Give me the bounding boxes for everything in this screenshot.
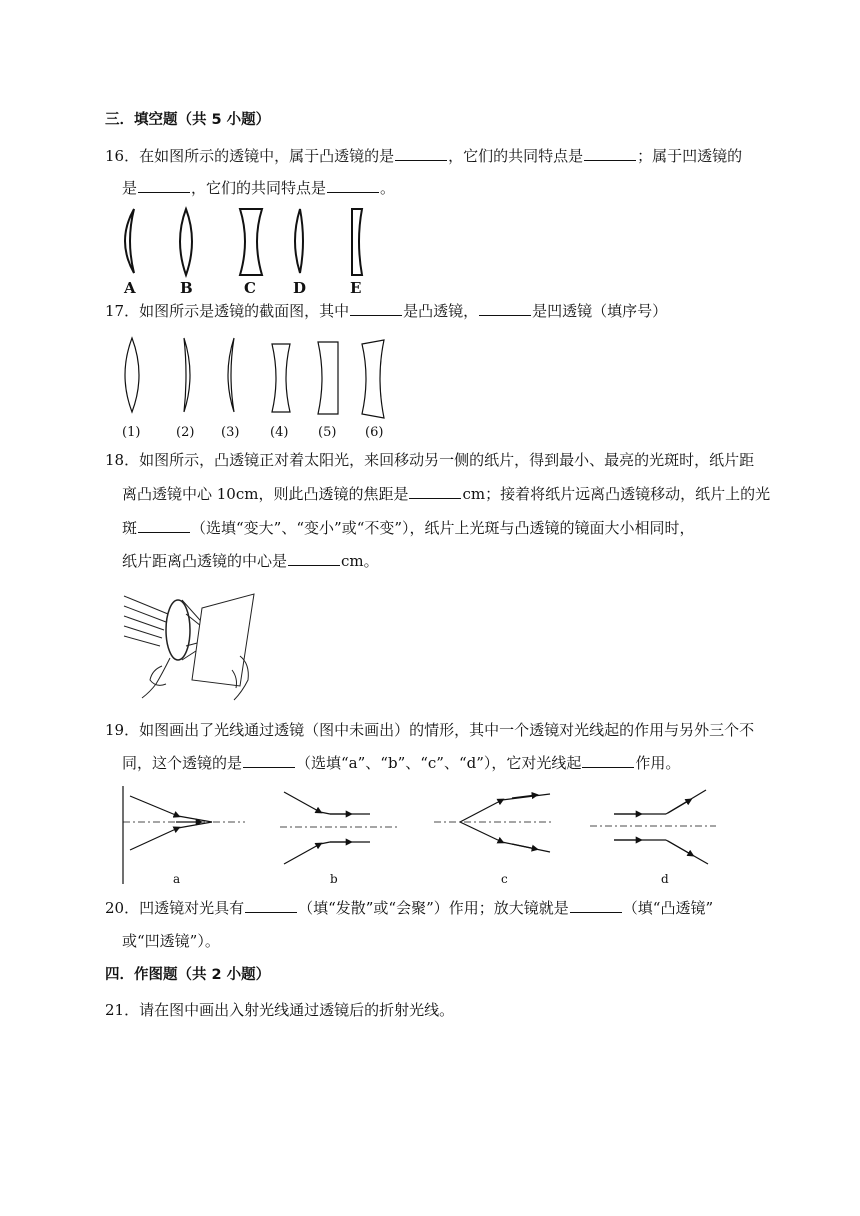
section-4-heading: 四．作图题（共 2 小题）: [105, 967, 271, 983]
q20-text-1b: （填“发散”或“会聚”）作用；放大镜就是: [298, 899, 569, 917]
q18-sunlight-lens-figure: [122, 584, 262, 702]
q16-text-1c: ；属于凹透镜的: [637, 147, 743, 165]
q17-text-b: 是凸透镜，: [403, 302, 479, 320]
lens-a-shape: [125, 209, 134, 273]
q16-blank-concave-feature[interactable]: [327, 178, 379, 193]
q18-line-3: [122, 518, 695, 538]
lens-2-shape: [184, 338, 190, 412]
q17-blank-convex[interactable]: [350, 301, 402, 316]
rays-d: [590, 790, 716, 864]
q18-text-3b: （选填“变大”、“变小”或“不变”），纸片上光斑与凸透镜的镜面大小相同时，: [191, 519, 695, 537]
lens-1-shape: [125, 338, 139, 412]
q16-text-1a: 16．在如图所示的透镜中，属于凸透镜的是: [105, 147, 395, 165]
lens-4-shape: [272, 344, 290, 412]
q20-blank-effect[interactable]: [245, 898, 297, 913]
q19-text-2a: 同，这个透镜的是: [122, 754, 243, 772]
q17-text-c: 是凹透镜（填序号）: [532, 302, 668, 320]
q19-blank-lens[interactable]: [243, 753, 295, 768]
q19-line-1: 19．如图画出了光线通过透镜（图中未画出）的情形，其中一个透镜对光线起的作用与另外三个不: [105, 721, 755, 739]
q18-blank-focal-length[interactable]: [409, 484, 461, 499]
rays-b: [280, 792, 398, 864]
q17-text-a: 17．如图所示是透镜的截面图，其中: [105, 302, 350, 320]
lens-label-1: (1): [122, 425, 141, 440]
q18-text-2b: cm；接着将纸片远离凸透镜移动，纸片上的光: [462, 485, 771, 503]
rays-label-a: a: [173, 872, 181, 886]
q18-text-4a: 纸片距离凸透镜的中心是: [122, 552, 288, 570]
q16-lens-figure: [112, 203, 382, 298]
lens-b-shape: [180, 209, 192, 275]
lens-label-5: (5): [318, 425, 337, 440]
q18-blank-spot-change[interactable]: [138, 518, 190, 533]
q16-blank-convex[interactable]: [395, 146, 447, 161]
lens-5-shape: [318, 342, 338, 414]
q20-blank-lens-type[interactable]: [570, 898, 622, 913]
q16-blank-convex-feature[interactable]: [584, 146, 636, 161]
lens-label-2: (2): [176, 425, 195, 440]
lens-label-b: B: [180, 279, 193, 297]
q16-text-2a: 是: [122, 179, 138, 197]
q20-text-1c: （填“凸透镜”: [622, 899, 714, 917]
q16-text-2c: 。: [380, 179, 396, 197]
q21-line: 21．请在图中画出入射光线通过透镜后的折射光线。: [105, 1001, 455, 1019]
lens-label-d: D: [293, 279, 307, 297]
lens-label-c: C: [244, 279, 256, 297]
q17-blank-concave[interactable]: [479, 301, 531, 316]
lens-c-shape: [240, 209, 262, 275]
lens-label-e: E: [350, 279, 362, 297]
rays-label-b: b: [330, 872, 338, 886]
q17-lens-figure: [118, 330, 398, 442]
q19-line-2: [122, 753, 680, 773]
lens-label-3: (3): [221, 425, 240, 440]
rays-label-c: c: [501, 872, 508, 886]
lens-3-shape: [228, 338, 234, 412]
q19-blank-effect[interactable]: [582, 753, 634, 768]
rays-label-d: d: [661, 872, 669, 886]
q16-line-2: [122, 178, 395, 198]
q20-line-1: [105, 898, 713, 918]
lens-6-shape: [362, 340, 384, 418]
q18-blank-distance[interactable]: [288, 551, 340, 566]
q16-line-1: [105, 146, 742, 166]
q20-line-2: 或“凹透镜”）。: [122, 932, 220, 950]
q18-line-1: 18．如图所示，凸透镜正对着太阳光，来回移动另一侧的纸片，得到最小、最亮的光斑时，纸片距: [105, 451, 755, 469]
q18-text-4b: cm。: [341, 552, 379, 570]
q19-text-2c: 作用。: [635, 754, 681, 772]
q16-text-2b: ，它们的共同特点是: [191, 179, 327, 197]
q20-text-1a: 20．凹透镜对光具有: [105, 899, 245, 917]
q16-blank-concave[interactable]: [138, 178, 190, 193]
section-3-heading: 三．填空题（共 5 小题）: [105, 112, 271, 128]
rays-c: [434, 794, 552, 852]
lens-label-6: (6): [365, 425, 384, 440]
lens-label-a: A: [124, 279, 136, 297]
lens-d-shape: [295, 209, 303, 273]
q18-line-2: [122, 484, 770, 504]
q16-text-1b: ，它们的共同特点是: [448, 147, 584, 165]
q19-light-rays-figure: [120, 784, 720, 888]
q18-text-2a: 离凸透镜中心 10cm，则此凸透镜的焦距是: [122, 485, 409, 503]
lens-label-4: (4): [270, 425, 289, 440]
rays-a: [123, 796, 245, 850]
q18-line-4: [122, 551, 379, 571]
q18-text-3a: 斑: [122, 519, 138, 537]
q19-text-2b: （选填“a”、“b”、“c”、“d”），它对光线起: [296, 754, 582, 772]
q17-line: [105, 301, 667, 321]
lens-e-shape: [352, 209, 362, 275]
